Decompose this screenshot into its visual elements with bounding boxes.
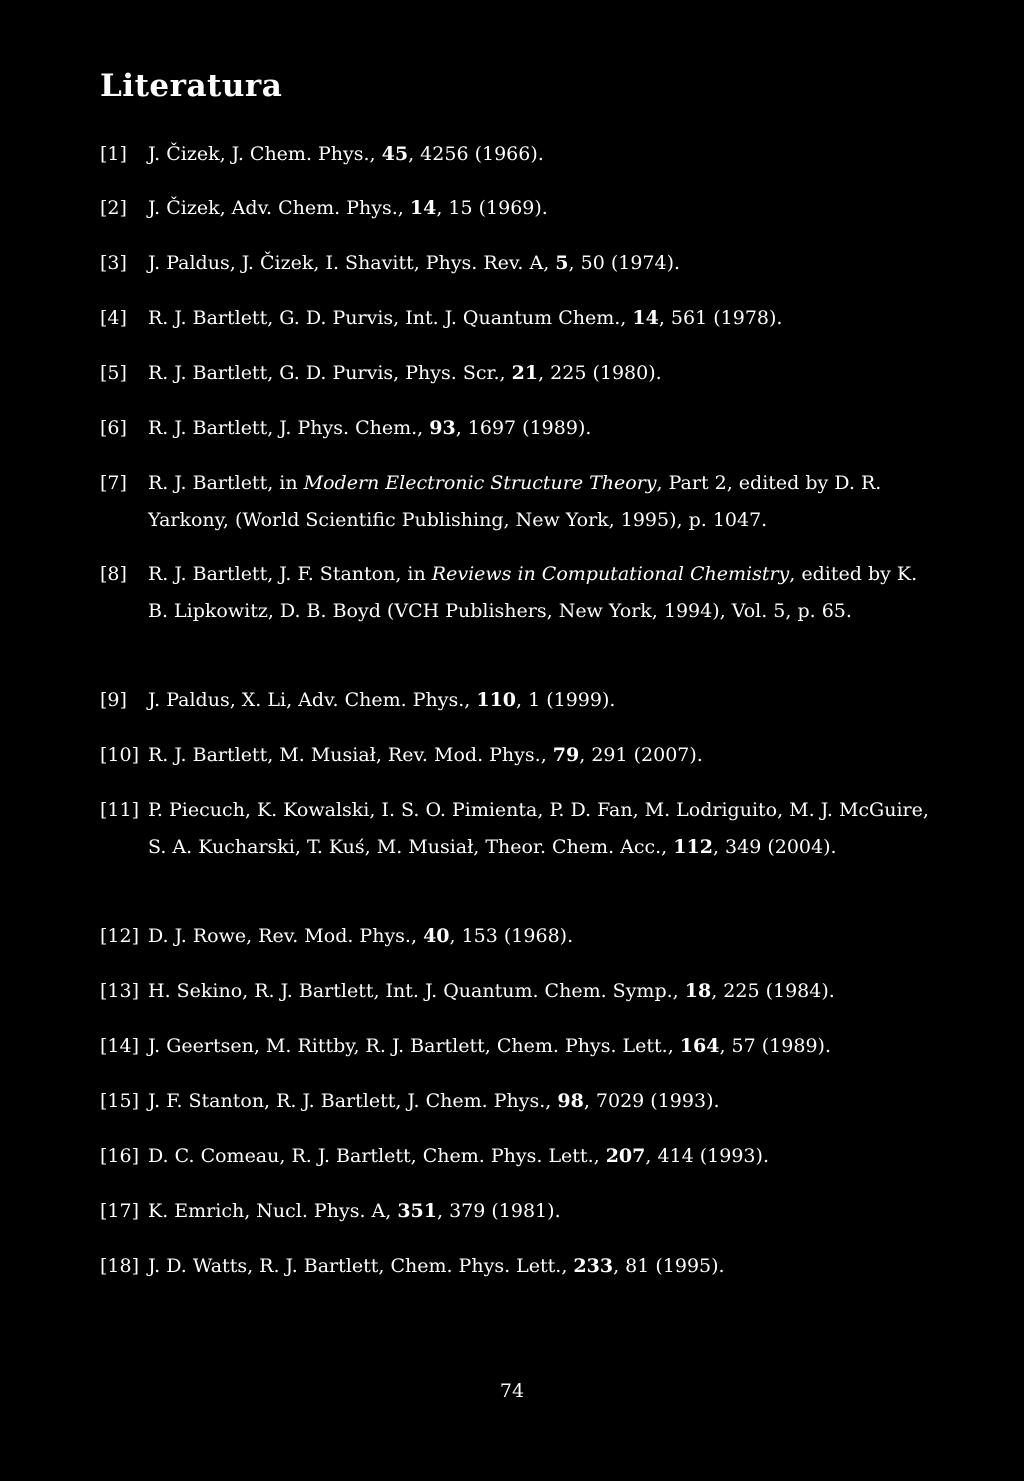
reference-number: [12] [100,925,140,947]
reference-text [148,300,938,337]
reference-number: [13] [100,980,140,1002]
reference-text-part: , 4256 (1966). [408,143,544,165]
reference-number: [7] [100,472,127,494]
reference-text [148,1028,938,1065]
reference-text-part: , Part 2, edited by D. R. Yarkony, (World Scientific Publishing, New York, 1995), p. 1047. [148,472,882,531]
reference-number: [9] [100,689,127,711]
reference-number: [14] [100,1035,140,1057]
reference-text-part: , edited by K. B. Lipkowitz, D. B. Boyd (VCH Publishers, New York, 1994), Vol. 5, p. 65. [148,563,918,622]
reference-volume: 207 [605,1145,646,1167]
reference-volume: 79 [552,744,580,766]
reference-volume: 14 [632,307,659,329]
reference-text-part: , 15 (1969). [436,197,548,219]
reference-text-part: , 349 (2004). [712,836,837,858]
reference-volume: 14 [409,197,437,219]
reference-number: [8] [100,563,127,585]
reference-text-part: , 379 (1981). [437,1200,561,1222]
reference-text-part: , 225 (1980). [538,362,662,384]
reference-text-part: , 81 (1995). [613,1255,725,1277]
reference-volume: 5 [555,252,569,274]
reference-volume: 45 [381,143,409,165]
reference-number: [10] [100,744,140,766]
reference-text-part: R. J. Bartlett, G. D. Purvis, Int. J. Quantum Chem., [148,307,633,329]
reference-number: [17] [100,1200,140,1222]
reference-number: [18] [100,1255,140,1277]
reference-text-part: J. Geertsen, M. Rittby, R. J. Bartlett, Chem. Phys. Lett., [148,1035,680,1057]
reference-text [148,136,938,173]
reference-number: [15] [100,1090,140,1112]
reference-volume: 233 [573,1255,614,1277]
reference-text [148,245,938,282]
reference-text-part: D. C. Comeau, R. J. Bartlett, Chem. Phys. Lett., [148,1145,606,1167]
reference-text [148,737,938,774]
reference-text-part: J. Paldus, X. Li, Adv. Chem. Phys., [148,689,477,711]
reference-volume: 21 [511,362,539,384]
page-title: Literatura [100,68,283,104]
reference-number: [2] [100,197,127,219]
reference-number: [6] [100,417,127,439]
reference-text [148,1138,938,1175]
reference-text-part: , 225 (1984). [711,980,835,1002]
reference-text [148,918,938,955]
reference-number: [16] [100,1145,140,1167]
reference-text [148,1193,938,1230]
reference-text-part: R. J. Bartlett, J. Phys. Chem., [148,417,430,439]
reference-text-part: H. Sekino, R. J. Bartlett, Int. J. Quantum. Chem. Symp., [148,980,685,1002]
reference-text-part: , 291 (2007). [579,744,703,766]
reference-text-part: K. Emrich, Nucl. Phys. A, [148,1200,398,1222]
reference-volume: 93 [429,417,456,439]
reference-text-part: J. Čizek, Adv. Chem. Phys., [148,197,410,219]
reference-text [148,465,938,539]
reference-book-title: Reviews in Computational Chemistry [431,563,790,585]
reference-text-part: J. Čizek, J. Chem. Phys., [148,143,382,165]
reference-text [148,556,938,630]
reference-number: [1] [100,143,127,165]
reference-text-part: , 414 (1993). [645,1145,769,1167]
page-number: 74 [499,1380,525,1402]
reference-text-part: P. Piecuch, K. Kowalski, I. S. O. Pimienta, P. D. Fan, M. Lodriguito, M. J. McGuire, S. A. Kucharski, T. Kuś, M. Musiał, Theor. Chem. Acc., [148,799,929,858]
reference-number: [5] [100,362,127,384]
reference-text [148,792,938,866]
reference-text-part: , 57 (1989). [719,1035,831,1057]
reference-number: [3] [100,252,127,274]
reference-text-part: , 1697 (1989). [455,417,592,439]
reference-text-part: R. J. Bartlett, J. F. Stanton, in [148,563,432,585]
reference-text-part: R. J. Bartlett, M. Musiał, Rev. Mod. Phys., [148,744,553,766]
reference-volume: 98 [557,1090,584,1112]
reference-text-part: J. F. Stanton, R. J. Bartlett, J. Chem. Phys., [148,1090,558,1112]
reference-text-part: J. D. Watts, R. J. Bartlett, Chem. Phys. Lett., [148,1255,574,1277]
reference-volume: 18 [684,980,712,1002]
reference-text-part: R. J. Bartlett, in [148,472,304,494]
reference-text [148,973,938,1010]
reference-text [148,1083,938,1120]
reference-text-part: , 7029 (1993). [583,1090,720,1112]
reference-text [148,190,938,227]
reference-volume: 40 [423,925,450,947]
reference-text-part: , 153 (1968). [449,925,574,947]
reference-text [148,410,938,447]
reference-text [148,1248,938,1285]
reference-text-part: , 50 (1974). [568,252,681,274]
reference-book-title: Modern Electronic Structure Theory [303,472,657,494]
reference-volume: 112 [673,836,713,858]
reference-text [148,355,938,392]
reference-volume: 110 [476,689,517,711]
reference-volume: 164 [679,1035,720,1057]
reference-volume: 351 [397,1200,437,1222]
reference-number: [4] [100,307,127,329]
reference-text-part: R. J. Bartlett, G. D. Purvis, Phys. Scr., [148,362,512,384]
reference-text-part: , 561 (1978). [658,307,783,329]
reference-text-part: , 1 (1999). [516,689,616,711]
reference-text-part: J. Paldus, J. Čizek, I. Shavitt, Phys. Rev. A, [148,252,556,274]
reference-text-part: D. J. Rowe, Rev. Mod. Phys., [148,925,424,947]
reference-number: [11] [100,799,140,821]
reference-text [148,682,938,719]
